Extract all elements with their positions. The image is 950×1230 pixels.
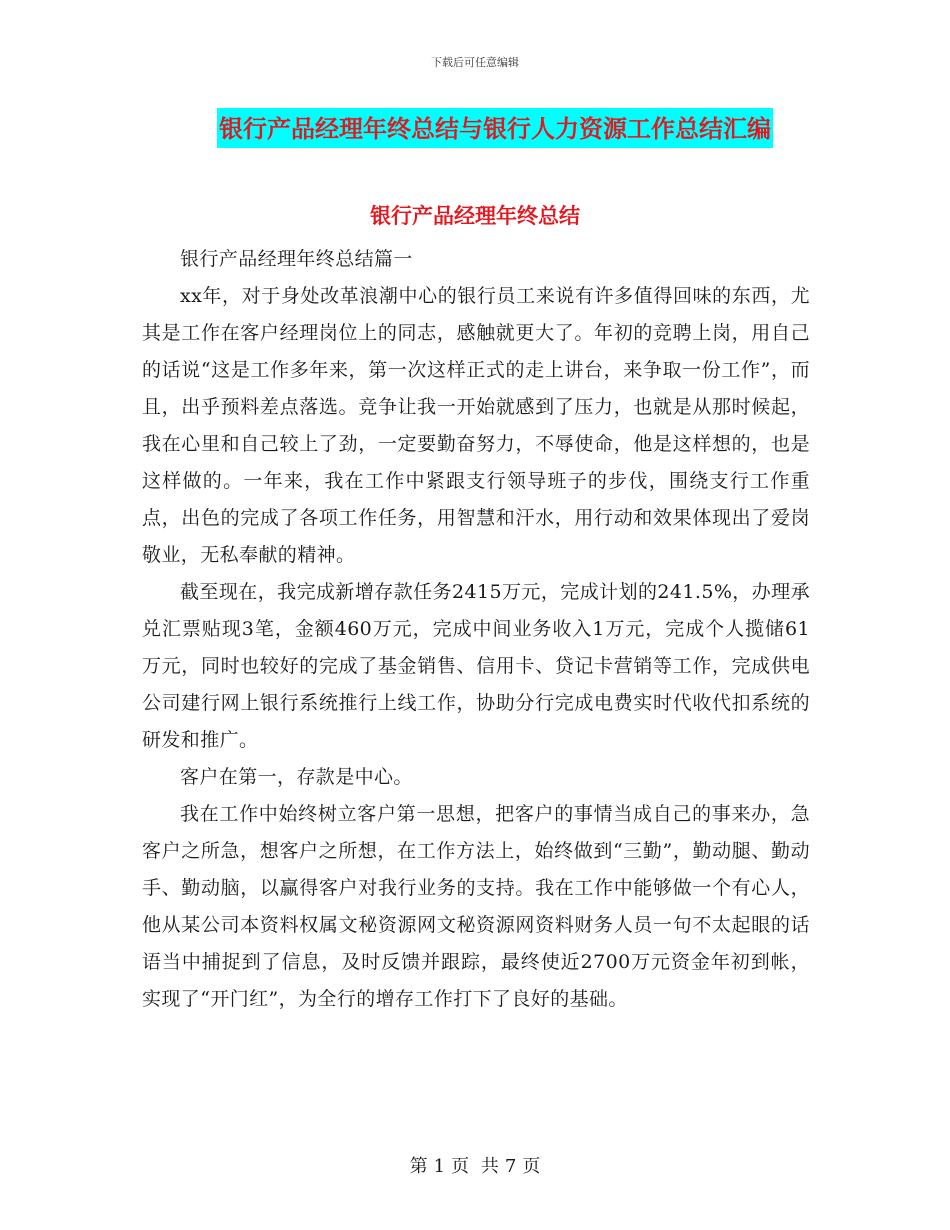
paragraph: 客户在第一，存款是中心。 [180,766,413,788]
page-label-middle: 页 共 [451,1156,499,1177]
main-title-container [0,108,950,148]
paragraph-subheading: 银行产品经理年终总结篇一 [180,248,413,270]
paragraph: xx年，对于身处改革浪潮中心的银行员工来说有许多值得回味的东西，尤其是工作在客户经理岗位上的同志，感触就更大了。年初的竞聘上岗，用自己的话说“这是工作多年来，第一次这样正式的走上讲台，来争取一份工作”，而且，出乎预料差点落选。竞争让我一开始就感到了压力，也就是从那时候起，我在心里和自己较上了劲，一定要勤奋努力，不辱使命，他是这样想的，也是这样做的。一年来，我在工作中紧跟支行领导班子的步伐，围绕支行工作重点，出色的完成了各项工作任务，用智慧和汗水，用行动和效果体现出了爱岗敬业，无私奉献的精神。 [142,285,810,566]
total-pages-number: 7 [504,1156,517,1177]
section-title: 银行产品经理年终总结 [370,204,580,228]
page-label-prefix: 第 [409,1156,428,1177]
paragraph: 截至现在，我完成新增存款任务2415万元，完成计划的241.5%，办理承兑汇票贴现3笔，金额460万元，完成中间业务收入1万元，完成个人揽储61万元，同时也较好的完成了基金销售、信用卡、贷记卡营销等工作，完成供电公司建行网上银行系统推行上线工作，协助分行完成电费实时代收代扣系统的研发和推广。 [142,581,810,751]
document-body [142,219,810,1018]
current-page-number: 1 [433,1156,446,1177]
document-main-title: 银行产品经理年终总结与银行人力资源工作总结汇编 [217,108,773,148]
header-note: 下载后可任意编辑 [431,56,519,69]
paragraph: 我在工作中始终树立客户第一思想，把客户的事情当成自己的事来办，急客户之所急，想客户之所想，在工作方法上，始终做到“三勤”，勤动腿、勤动手、勤动脑，以赢得客户对我行业务的支持。我在工作中能够做一个有心人，他从某公司本资料权属文秘资源网文秘资源网资料财务人员一句不太起眼的话语当中捕捉到了信息，及时反馈并跟踪，最终使近2700万元资金年初到帐，实现了“开门红”，为全行的增存工作打下了良好的基础。 [142,803,810,1010]
page-label-suffix: 页 [522,1156,541,1177]
page-footer [0,1152,950,1178]
